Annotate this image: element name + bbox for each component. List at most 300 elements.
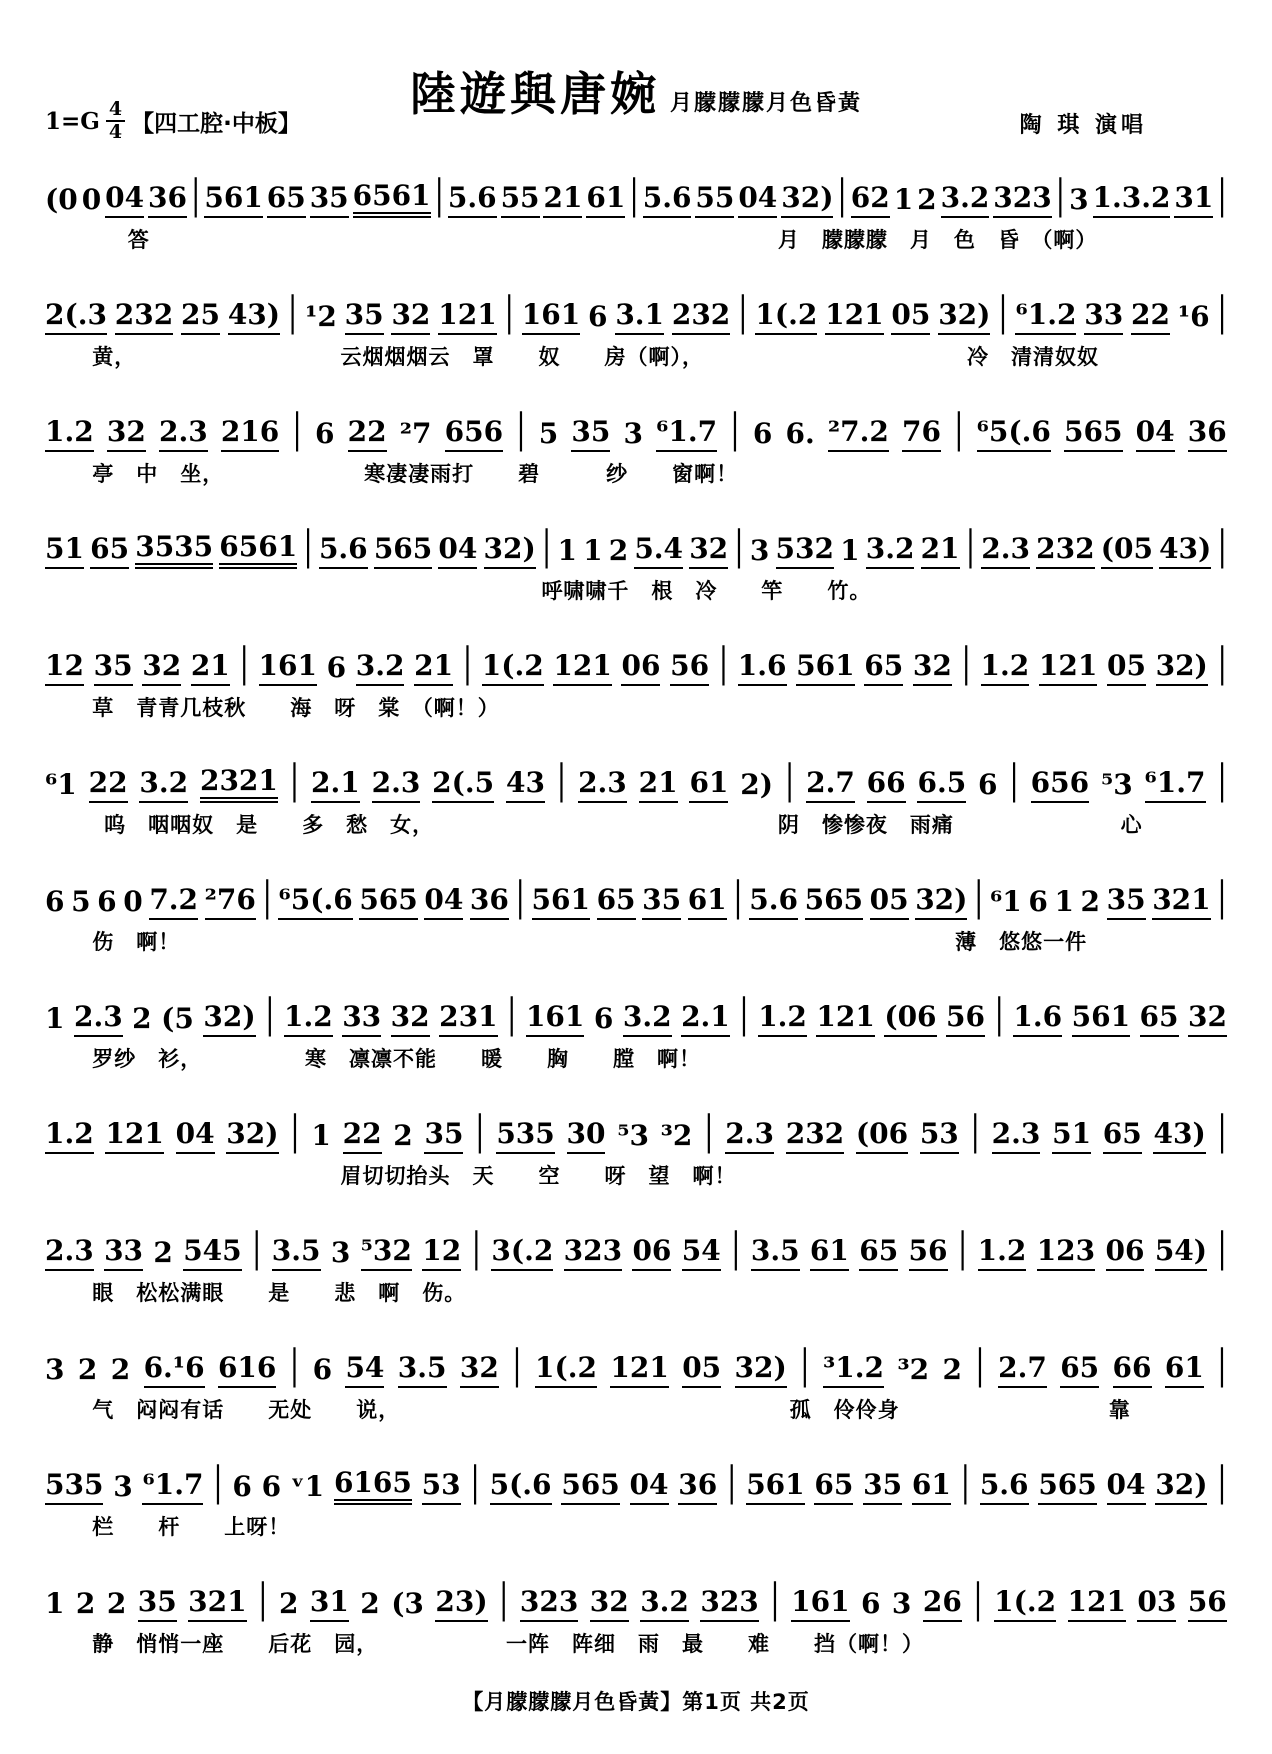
barline: | — [507, 989, 517, 1037]
note-group: 61 — [586, 184, 625, 218]
note-group: 3.1 — [615, 301, 664, 335]
note-group: 21 — [414, 652, 453, 686]
barline: | — [289, 755, 300, 803]
barline: | — [556, 755, 567, 803]
note-group: 121 — [610, 1354, 668, 1388]
note-group: 161 — [522, 301, 580, 335]
note-group: 2.1 — [681, 1003, 730, 1037]
note-group: 61 — [1165, 1354, 1204, 1388]
note-group: 6.¹6 — [144, 1354, 205, 1388]
note-group: 05 — [870, 886, 909, 920]
note-group: 6 — [261, 1470, 282, 1503]
lyric-line — [45, 1043, 1227, 1077]
barline: | — [258, 1574, 268, 1622]
note-group: ⁶5(.6 — [278, 886, 352, 920]
note-group: 232 — [786, 1120, 844, 1154]
music-system — [45, 503, 1227, 620]
note-group: ⁵32 — [361, 1237, 412, 1271]
barline: | — [970, 1106, 980, 1154]
note-group: ²7 — [399, 417, 432, 450]
note-group: 21 — [543, 184, 582, 218]
barline: | — [265, 989, 275, 1037]
note-group: 1 — [840, 534, 860, 567]
barline: | — [1217, 1340, 1227, 1388]
note-group: 565 — [805, 886, 863, 920]
note-group: 33 — [104, 1237, 143, 1271]
note-group: 0 — [123, 885, 143, 918]
note-group: 232 — [115, 301, 173, 335]
lyric-line — [45, 458, 1227, 492]
lyric-segment: 孤 伶伶身 — [789, 1398, 900, 1422]
barline: | — [994, 989, 1004, 1037]
music-system — [45, 1439, 1227, 1556]
note-group: 56 — [670, 652, 709, 686]
page-title: 陸遊與唐婉 — [409, 67, 660, 121]
note-group: 3.5 — [751, 1237, 800, 1271]
barline: | — [470, 1457, 480, 1505]
note-group: 32) — [915, 886, 967, 920]
barline: | — [1217, 170, 1227, 218]
barline: | — [475, 1106, 485, 1154]
note-group: 32 — [391, 301, 430, 335]
music-system — [45, 1205, 1227, 1322]
note-group: 43) — [1153, 1120, 1205, 1154]
music-system — [45, 269, 1227, 386]
note-group: 2 — [278, 1587, 299, 1620]
note-group: ⁶1 — [45, 768, 77, 801]
note-group: (3 — [391, 1587, 424, 1620]
barline: | — [975, 1340, 985, 1388]
barline: | — [734, 521, 744, 569]
barline: | — [303, 521, 313, 569]
key-signature — [45, 100, 301, 142]
note-group: 7.2 — [149, 886, 198, 920]
barline: | — [499, 1574, 509, 1622]
note-group: 65 — [267, 184, 306, 218]
note-group: 32) — [484, 535, 536, 569]
note-group: 561 — [796, 652, 854, 686]
note-group: 32) — [203, 1003, 255, 1037]
lyric-segment: 亭 中 坐， — [92, 462, 225, 486]
note-group: 04 — [176, 1120, 215, 1154]
note-group: 35 — [310, 184, 349, 218]
note-group: ³2 — [660, 1119, 693, 1152]
note-group: 121 — [1068, 1588, 1126, 1622]
lyric-segment: 寒凄凄雨打 碧 纱 窗啊！ — [364, 462, 739, 486]
notation-line — [45, 386, 1227, 452]
lyric-segment: 眉切切抬头 天 空 呀 望 啊！ — [340, 1164, 737, 1188]
note-group: 6 — [315, 417, 335, 450]
barline: | — [471, 1223, 481, 1271]
note-group: 35 — [94, 652, 133, 686]
lyric-segment: 气 闷闷有话 无处 说， — [92, 1398, 401, 1422]
note-group: 36 — [148, 184, 187, 218]
note-group: 2 — [106, 1587, 127, 1620]
note-group: 61 — [689, 769, 728, 803]
barline: | — [462, 638, 473, 686]
note-group: 121 — [438, 301, 496, 335]
lyric-segment: 草 青青几枝秋 海 呀 棠 （啊！） — [92, 696, 500, 720]
note-group: 1(.2 — [755, 301, 817, 335]
barline: | — [1217, 872, 1227, 920]
note-group: 161 — [526, 1003, 584, 1037]
note-group: (06 — [856, 1120, 908, 1154]
barline: | — [731, 1223, 741, 1271]
note-group: ²76 — [205, 886, 256, 920]
note-group: 36 — [470, 886, 509, 920]
note-group: 32) — [735, 1354, 787, 1388]
note-group: 56 — [909, 1237, 948, 1271]
note-group: ⁶1.7 — [1145, 769, 1206, 803]
barline: | — [730, 404, 740, 452]
note-group: 561 — [204, 184, 262, 218]
note-group: 1(.2 — [994, 1588, 1056, 1622]
note-group: 62 — [851, 184, 890, 218]
note-group: 121 — [553, 652, 611, 686]
notation-line — [45, 1439, 1227, 1505]
barline: | — [252, 1223, 262, 1271]
note-group: 3 — [1069, 183, 1089, 216]
note-group: 6 — [588, 300, 608, 333]
barline: | — [770, 1574, 780, 1622]
note-group: 1.6 — [1013, 1003, 1062, 1037]
page-footer: 【月朦朦朦月色昏黃】第1页 共2页 — [462, 1690, 810, 1714]
note-group: 06 — [1106, 1237, 1145, 1271]
note-group: ²7.2 — [828, 418, 889, 452]
note-group: 1.6 — [738, 652, 787, 686]
note-group: 55 — [501, 184, 540, 218]
notation-line — [45, 1205, 1227, 1271]
note-group: 43) — [1159, 535, 1211, 569]
note-group: 6 — [232, 1470, 252, 1503]
note-group: 04 — [630, 1471, 669, 1505]
key-value: 1=G — [45, 107, 100, 135]
note-group: 6561 — [219, 533, 297, 569]
note-group: 3.2 — [139, 769, 188, 803]
lyric-segment: 栏 杆 上呀！ — [92, 1515, 291, 1539]
note-group: 54 — [682, 1237, 721, 1271]
note-group: 65 — [1140, 1003, 1179, 1037]
barline: | — [190, 170, 201, 218]
note-group: 2.3 — [992, 1120, 1041, 1154]
barline: | — [1217, 1457, 1227, 1505]
notation-line — [45, 1088, 1227, 1154]
note-group: 32 — [107, 418, 146, 452]
note-group: 65 — [864, 652, 903, 686]
notation-line — [45, 152, 1227, 218]
barline: | — [515, 872, 525, 920]
barline: | — [739, 989, 749, 1037]
note-group: 6. — [785, 417, 815, 450]
note-group: 32 — [689, 535, 728, 569]
note-group: 66 — [1113, 1354, 1152, 1388]
music-system — [45, 152, 1227, 269]
note-group: ⁶5(.6 — [977, 418, 1051, 452]
note-group: 2(.3 — [45, 301, 107, 335]
lyric-segment: 静 悄悄一座 后花 园， — [92, 1632, 379, 1656]
barline: | — [784, 755, 795, 803]
barline: | — [516, 404, 526, 452]
note-group: 31 — [1174, 184, 1213, 218]
note-group: 33 — [342, 1003, 381, 1037]
barline: | — [629, 170, 639, 218]
note-group: 1.2 — [981, 652, 1030, 686]
note-group: 3 — [330, 1236, 351, 1269]
lyric-line — [45, 926, 1227, 960]
note-group: 3.2 — [866, 535, 915, 569]
barline: | — [954, 404, 964, 452]
lyric-line — [45, 809, 1227, 843]
note-group: ᵛ1 — [290, 1470, 325, 1503]
note-group: 54 — [345, 1354, 384, 1388]
note-group: 65 — [90, 535, 129, 569]
note-group: 535 — [496, 1120, 554, 1154]
barline: | — [960, 1457, 971, 1505]
note-group: 2 — [1080, 885, 1101, 918]
note-group: 12 — [45, 652, 84, 686]
note-group: 22 — [343, 1120, 382, 1154]
note-group: 3.2 — [941, 184, 990, 218]
note-group: 656 — [445, 418, 503, 452]
note-group: 561 — [1072, 1003, 1130, 1037]
note-group: 2 — [77, 1353, 98, 1386]
barline: | — [738, 287, 748, 335]
note-group: 232 — [1036, 535, 1094, 569]
note-group: 04 — [438, 535, 477, 569]
note-group: 0 — [81, 183, 102, 216]
music-system — [45, 971, 1227, 1088]
note-group: 216 — [221, 418, 279, 452]
note-group: 66 — [867, 769, 906, 803]
lyric-line — [45, 692, 1227, 726]
note-group: 2 — [75, 1587, 96, 1620]
note-group: (05 — [1101, 535, 1153, 569]
notation-line — [45, 737, 1227, 803]
note-group: 21 — [639, 769, 678, 803]
note-group: 565 — [1038, 1471, 1096, 1505]
note-group: 323 — [520, 1588, 578, 1622]
note-group: 323 — [564, 1237, 622, 1271]
note-group: 2.7 — [998, 1354, 1047, 1388]
notation-line — [45, 503, 1227, 569]
note-group: 2.3 — [725, 1120, 774, 1154]
note-group: 2 — [608, 534, 629, 567]
note-group: 5(.6 — [490, 1471, 552, 1505]
lyric-line — [45, 1394, 1227, 1428]
note-group: 33 — [1084, 301, 1123, 335]
note-group: 32 — [142, 652, 181, 686]
note-group: ⁵3 — [617, 1119, 649, 1152]
barline: | — [434, 170, 444, 218]
barline: | — [704, 1106, 714, 1154]
note-group: 56 — [946, 1003, 985, 1037]
note-group: 06 — [632, 1237, 671, 1271]
barline: | — [262, 872, 272, 920]
note-group: 321 — [1152, 886, 1210, 920]
lyric-segment: 月 朦朦朦 月 色 昏 （啊） — [777, 228, 1098, 252]
note-group: 04 — [424, 886, 463, 920]
note-group: 161 — [259, 652, 317, 686]
note-group: 3535 — [135, 533, 213, 569]
lyric-segment: 阴 惨惨夜 雨痛 — [777, 813, 954, 837]
note-group: ⁶1.7 — [142, 1471, 203, 1505]
note-group: 1.2 — [284, 1003, 333, 1037]
note-group: 3.2 — [640, 1588, 689, 1622]
note-group: 565 — [359, 886, 417, 920]
note-group: 2 — [132, 1002, 152, 1035]
note-group: 545 — [183, 1237, 241, 1271]
note-group: 2 — [110, 1353, 131, 1386]
note-group: 561 — [746, 1471, 804, 1505]
note-group: 123 — [1037, 1237, 1095, 1271]
note-group: 04 — [1107, 1471, 1146, 1505]
note-group: 05 — [1107, 652, 1146, 686]
note-group: 32 — [913, 652, 952, 686]
lyric-line — [45, 341, 1227, 375]
barline: | — [287, 287, 298, 335]
note-group: 22 — [1131, 301, 1170, 335]
note-group: 6.5 — [917, 769, 966, 803]
note-group: 32) — [781, 184, 833, 218]
note-group: 1(.2 — [535, 1354, 597, 1388]
note-group: ³1.2 — [823, 1354, 884, 1388]
note-group: 121 — [105, 1120, 163, 1154]
note-group: 6 — [593, 1002, 614, 1035]
barline: | — [974, 872, 984, 920]
note-group: 2 — [942, 1353, 962, 1386]
note-group: (0 — [45, 183, 78, 216]
note-group: 06 — [621, 652, 660, 686]
note-group: 6 — [861, 1587, 881, 1620]
note-group: 36 — [1188, 418, 1227, 452]
note-group: 22 — [348, 418, 387, 452]
barline: | — [289, 1340, 300, 1388]
note-group: 51 — [45, 535, 84, 569]
barline: | — [727, 1457, 737, 1505]
note-group: 6165 — [334, 1469, 412, 1505]
lyric-line — [45, 1277, 1227, 1311]
lyric-segment: 冷 清清奴奴 — [966, 345, 1099, 369]
note-group: 32) — [938, 301, 990, 335]
lyric-segment: 云烟烟烟云 罩 奴 房（啊）， — [340, 345, 704, 369]
barline: | — [213, 1457, 223, 1505]
note-group: 323 — [993, 184, 1051, 218]
lyric-segment: 眼 松松满眼 是 悲 啊 伤。 — [92, 1281, 467, 1305]
note-group: 1 — [1054, 885, 1074, 918]
note-group: 32 — [1188, 1003, 1227, 1037]
barline: | — [961, 638, 971, 686]
lyric-segment: 寒 凛凛不能 暖 胸 膛 啊！ — [305, 1047, 702, 1071]
note-group: 2.3 — [981, 535, 1030, 569]
music-system — [45, 1088, 1227, 1205]
note-group: 6 — [978, 768, 998, 801]
notation-line — [45, 620, 1227, 686]
note-group: 2.3 — [45, 1237, 94, 1271]
note-group: 561 — [532, 886, 590, 920]
barline: | — [800, 1340, 810, 1388]
note-group: 56 — [1188, 1588, 1227, 1622]
barline: | — [957, 1223, 968, 1271]
note-group: 3.5 — [398, 1354, 447, 1388]
note-group: 231 — [439, 1003, 497, 1037]
note-group: 121 — [825, 301, 883, 335]
barline: | — [998, 287, 1008, 335]
note-group: 04 — [105, 184, 144, 218]
note-group: 3.2 — [356, 652, 405, 686]
lyric-segment: 一阵 阵细 雨 最 难 挡（啊！） — [505, 1632, 924, 1656]
lyric-segment: 心 — [1120, 813, 1143, 837]
note-group: 35 — [642, 886, 681, 920]
note-group: 21 — [921, 535, 960, 569]
music-system — [45, 854, 1227, 971]
note-group: 6 — [1028, 885, 1048, 918]
note-group: 53 — [920, 1120, 959, 1154]
barline: | — [1009, 755, 1019, 803]
note-group: 3 — [623, 417, 644, 450]
note-group: 36 — [678, 1471, 717, 1505]
note-group: 1.2 — [978, 1237, 1027, 1271]
note-group: 04 — [1136, 418, 1175, 452]
note-group: 65 — [814, 1471, 853, 1505]
barline: | — [1217, 755, 1227, 803]
note-group: 05 — [682, 1354, 721, 1388]
note-group: 43) — [228, 301, 280, 335]
note-group: 61 — [688, 886, 727, 920]
lyric-segment: 黄， — [92, 345, 137, 369]
note-group: 32 — [391, 1003, 430, 1037]
note-group: 1(.2 — [482, 652, 544, 686]
time-signature: $\frac{4}{4}$ — [106, 100, 125, 142]
note-group: 5.6 — [749, 886, 798, 920]
note-group: 121 — [1039, 652, 1097, 686]
note-group: 6 — [326, 651, 347, 684]
barline: | — [541, 521, 552, 569]
note-group: 1.2 — [45, 418, 94, 452]
note-group: 2 — [153, 1236, 173, 1269]
barline: | — [1217, 521, 1227, 569]
note-group: 43 — [506, 769, 545, 803]
note-group: 32) — [1155, 1471, 1207, 1505]
notation-line — [45, 1556, 1227, 1622]
note-group: 30 — [567, 1120, 606, 1154]
note-group: 616 — [218, 1354, 276, 1388]
lyric-segment: 答 — [127, 228, 150, 252]
barline: | — [733, 872, 743, 920]
note-group: 65 — [1060, 1354, 1099, 1388]
note-group: 3 — [113, 1470, 133, 1503]
note-group: 532 — [776, 535, 834, 569]
note-group: ⁶1.7 — [656, 418, 717, 452]
note-group: 565 — [374, 535, 432, 569]
barline: | — [718, 638, 729, 686]
note-group: 1 — [557, 534, 577, 567]
note-group: 04 — [738, 184, 777, 218]
barline: | — [837, 170, 847, 218]
note-group: 6 — [312, 1353, 333, 1386]
note-group: 25 — [181, 301, 220, 335]
barline: | — [504, 287, 514, 335]
note-group: 03 — [1137, 1588, 1176, 1622]
barline: | — [1217, 638, 1227, 686]
note-group: 12 — [422, 1237, 461, 1271]
notation-line — [45, 854, 1227, 920]
note-group: ¹6 — [1177, 300, 1210, 333]
note-group: 5.4 — [634, 535, 683, 569]
note-group: 35 — [571, 418, 610, 452]
lyric-line — [45, 1160, 1227, 1194]
barline: | — [973, 1574, 983, 1622]
barline: | — [292, 404, 302, 452]
